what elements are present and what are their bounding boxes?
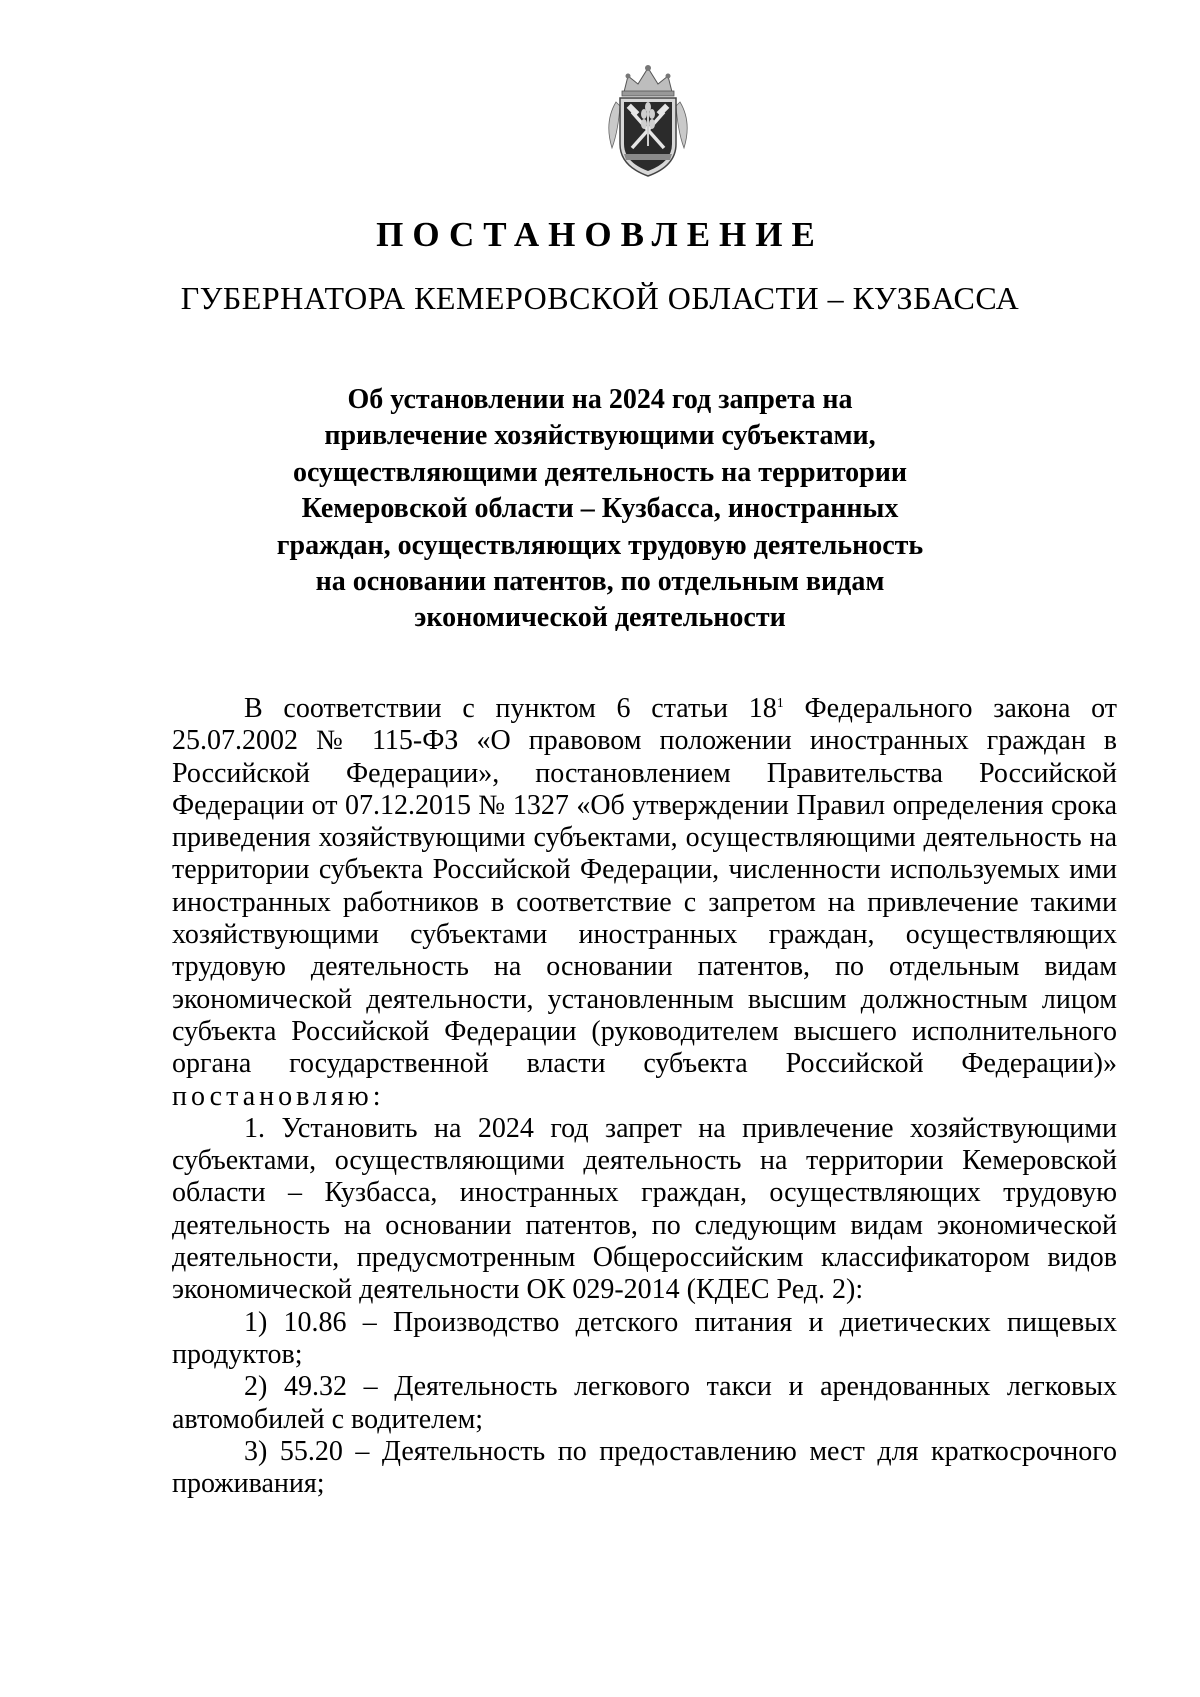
- document-body: [172, 693, 1117, 1500]
- title-line: экономической деятельности: [414, 602, 786, 634]
- resolve-word: постановляю:: [172, 1080, 385, 1112]
- preamble-paragraph: [172, 693, 1117, 1113]
- preamble-text-continued: Федерального закона от 25.07.2002 № 115-ФЗ «О правовом положении иностранных граждан в Российской Федерации», постановлением Правительства Российской Федерации от 07.12.2015 № 1327 «Об утверждении Правил определения срока приведения хозяйствующими субъектами, осуществляющими деятельность на территории субъекта Российской Федерации, численности используемых ими иностранных работников в соответствие с запретом на привлечение такими хозяйствующими субъектами иностранных граждан, осуществляющих трудовую деятельность на основании патентов, по отдельным видам экономической деятельности, установленным высшим должностным лицом субъекта Российской Федерации (руководителем высшего исполнительного органа государственной власти субъекта Российской Федерации)»: [172, 693, 1117, 1080]
- list-item: 2) 49.32 – Деятельность легкового такси и арендованных легковых автомобилей с водителем;: [172, 1371, 1117, 1435]
- coat-of-arms-icon: [594, 62, 702, 180]
- document-title: [250, 382, 950, 637]
- title-line: Об установлении на 2024 год запрета на: [347, 384, 853, 415]
- issuing-authority: ГУБЕРНАТОРА КЕМЕРОВСКОЙ ОБЛАСТИ – КУЗБАССА: [180, 280, 1020, 316]
- title-line: осуществляющими деятельность на территории: [292, 456, 907, 488]
- clause-1: 1. Установить на 2024 год запрет на привлечение хозяйствующими субъектами, осуществляющими деятельность на территории Кемеровской области – Кузбасса, иностранных граждан, осуществляющих трудовую деятельность на основании патентов, по следующим видам экономической деятельности, предусмотренным Общероссийским классификатором видов экономической деятельности ОК 029-2014 (КДЕС Ред. 2):: [172, 1112, 1117, 1306]
- document-type: ПОСТАНОВЛЕНИЕ: [376, 215, 824, 254]
- list-item: 1) 10.86 – Производство детского питания и диетических пищевых продуктов;: [172, 1306, 1117, 1370]
- title-line: Кемеровской области – Кузбасса, иностранных: [301, 493, 899, 525]
- title-line: граждан, осуществляющих трудовую деятельность: [276, 529, 924, 561]
- title-line: на основании патентов, по отдельным видам: [315, 566, 885, 598]
- title-line: привлечение хозяйствующими субъектами,: [324, 420, 876, 452]
- preamble-text: В соответствии с пунктом 6 статьи 18: [244, 693, 777, 724]
- list-item: 3) 55.20 – Деятельность по предоставлению мест для краткосрочного проживания;: [172, 1435, 1117, 1500]
- article-superscript: 1: [776, 696, 784, 711]
